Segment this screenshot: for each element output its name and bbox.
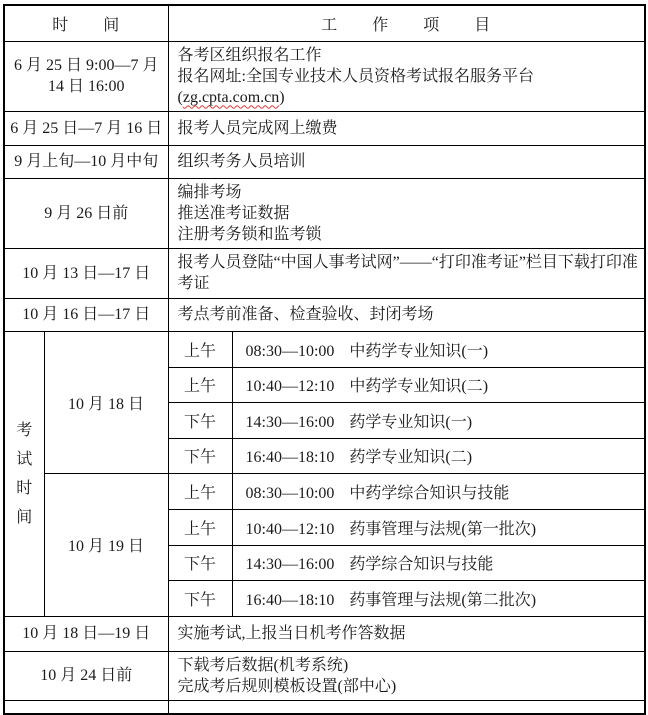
session-detail-cell [232,367,645,402]
work-cell [168,178,645,248]
exam-session-row [4,473,645,509]
header-work-items: 工 作 项 目 [168,5,645,41]
work-cell [168,700,645,714]
session-time: 14:30—16:00 [245,556,335,573]
work-line: 完成考后规则模板设置(部中心) [177,677,397,695]
session-subject: 药学专业知识(二) [349,449,473,466]
work-cell [168,41,645,111]
exam-date-cell: 10 月 19 日 [44,473,168,616]
session-subject: 药学专业知识(一) [349,413,473,431]
time-cell: 10 月 13 日—17 日 [4,248,168,298]
table-row [4,616,645,651]
session-period-cell: 上午 [168,331,232,367]
table-row [4,178,645,248]
work-line: 推送准考证数据 [177,204,290,222]
table-row-partial [4,700,645,714]
session-period-cell: 下午 [168,402,232,438]
session-subject: 中药学综合知识与技能 [349,484,510,502]
session-period-cell: 下午 [168,545,232,580]
session-detail-cell [232,438,645,473]
session-detail-cell [232,331,645,367]
session-period-cell: 下午 [168,580,232,616]
time-cell [4,700,168,714]
session-time: 16:40—18:10 [245,449,335,466]
session-subject: 中药学专业知识(二) [349,378,489,395]
table-row [4,248,645,298]
work-cell: 考点考前准备、检查验收、封闭考场 [168,298,645,331]
session-subject: 药学综合知识与技能 [349,556,494,573]
time-cell: 10 月 18 日—19 日 [4,616,168,651]
registration-url: zg.cpta.com.cn [182,88,280,106]
vertical-label-char: 间 [16,508,33,526]
session-time: 08:30—10:00 [245,342,335,360]
session-detail-cell [232,545,645,580]
session-time: 10:40—12:10 [245,378,335,395]
session-period-cell: 上午 [168,473,232,509]
work-line: 各考区组织报名工作 [177,46,322,64]
registration-url-suffix: ) [279,88,285,106]
session-subject: 药事管理与法规(第一批次) [349,520,537,538]
time-cell: 10 月 24 日前 [4,651,168,700]
session-time: 14:30—16:00 [245,413,335,431]
table-row [4,111,645,145]
header-row [4,5,645,41]
work-cell: 组织考务人员培训 [168,145,645,178]
exam-date-cell: 10 月 18 日 [44,331,168,473]
exam-schedule-table [3,4,646,715]
time-line: 14 日 16:00 [48,78,125,95]
session-period-cell: 下午 [168,438,232,473]
time-cell: 9 月上旬—10 月中旬 [4,145,168,178]
time-line: 6 月 25 日 9:00—7 月 [14,57,159,74]
session-subject: 中药学专业知识(一) [349,342,489,360]
table-row [4,145,645,178]
session-time: 08:30—10:00 [245,484,335,502]
session-detail-cell [232,402,645,438]
table-row [4,41,645,111]
session-detail-cell [232,473,645,509]
work-line [178,66,639,108]
session-subject: 药事管理与法规(第二批次) [349,591,537,609]
work-line: 注册考务锁和监考锁 [177,225,322,243]
table-row [4,651,645,700]
registration-url-prefix: 报名网址:全国专业技术人员资格考试报名服务平台( [177,67,534,106]
exam-time-vertical-label [4,331,44,616]
header-time: 时 间 [4,5,168,41]
table-row [4,298,645,331]
session-period-cell: 上午 [168,509,232,545]
session-time: 10:40—12:10 [245,520,335,538]
work-cell: 报考人员登陆“中国人事考试网”——“打印准考证”栏目下载打印准考证 [168,248,645,298]
vertical-label-char: 考 [16,421,33,439]
time-cell: 6 月 25 日—7 月 16 日 [4,111,168,145]
work-cell: 报考人员完成网上缴费 [168,111,645,145]
work-cell [168,651,645,700]
time-cell: 9 月 26 日前 [4,178,168,248]
work-line: 下载考后数据(机考系统) [177,656,349,674]
vertical-label-char: 时 [16,479,33,497]
session-time: 16:40—18:10 [245,591,335,609]
session-period-cell: 上午 [168,367,232,402]
vertical-label-char: 试 [16,450,33,468]
work-cell: 实施考试,上报当日机考作答数据 [168,616,645,651]
session-detail-cell [232,509,645,545]
time-cell [4,41,168,111]
time-cell: 10 月 16 日—17 日 [4,298,168,331]
work-line: 编排考场 [177,183,242,201]
exam-session-row [4,331,645,367]
session-detail-cell [232,580,645,616]
